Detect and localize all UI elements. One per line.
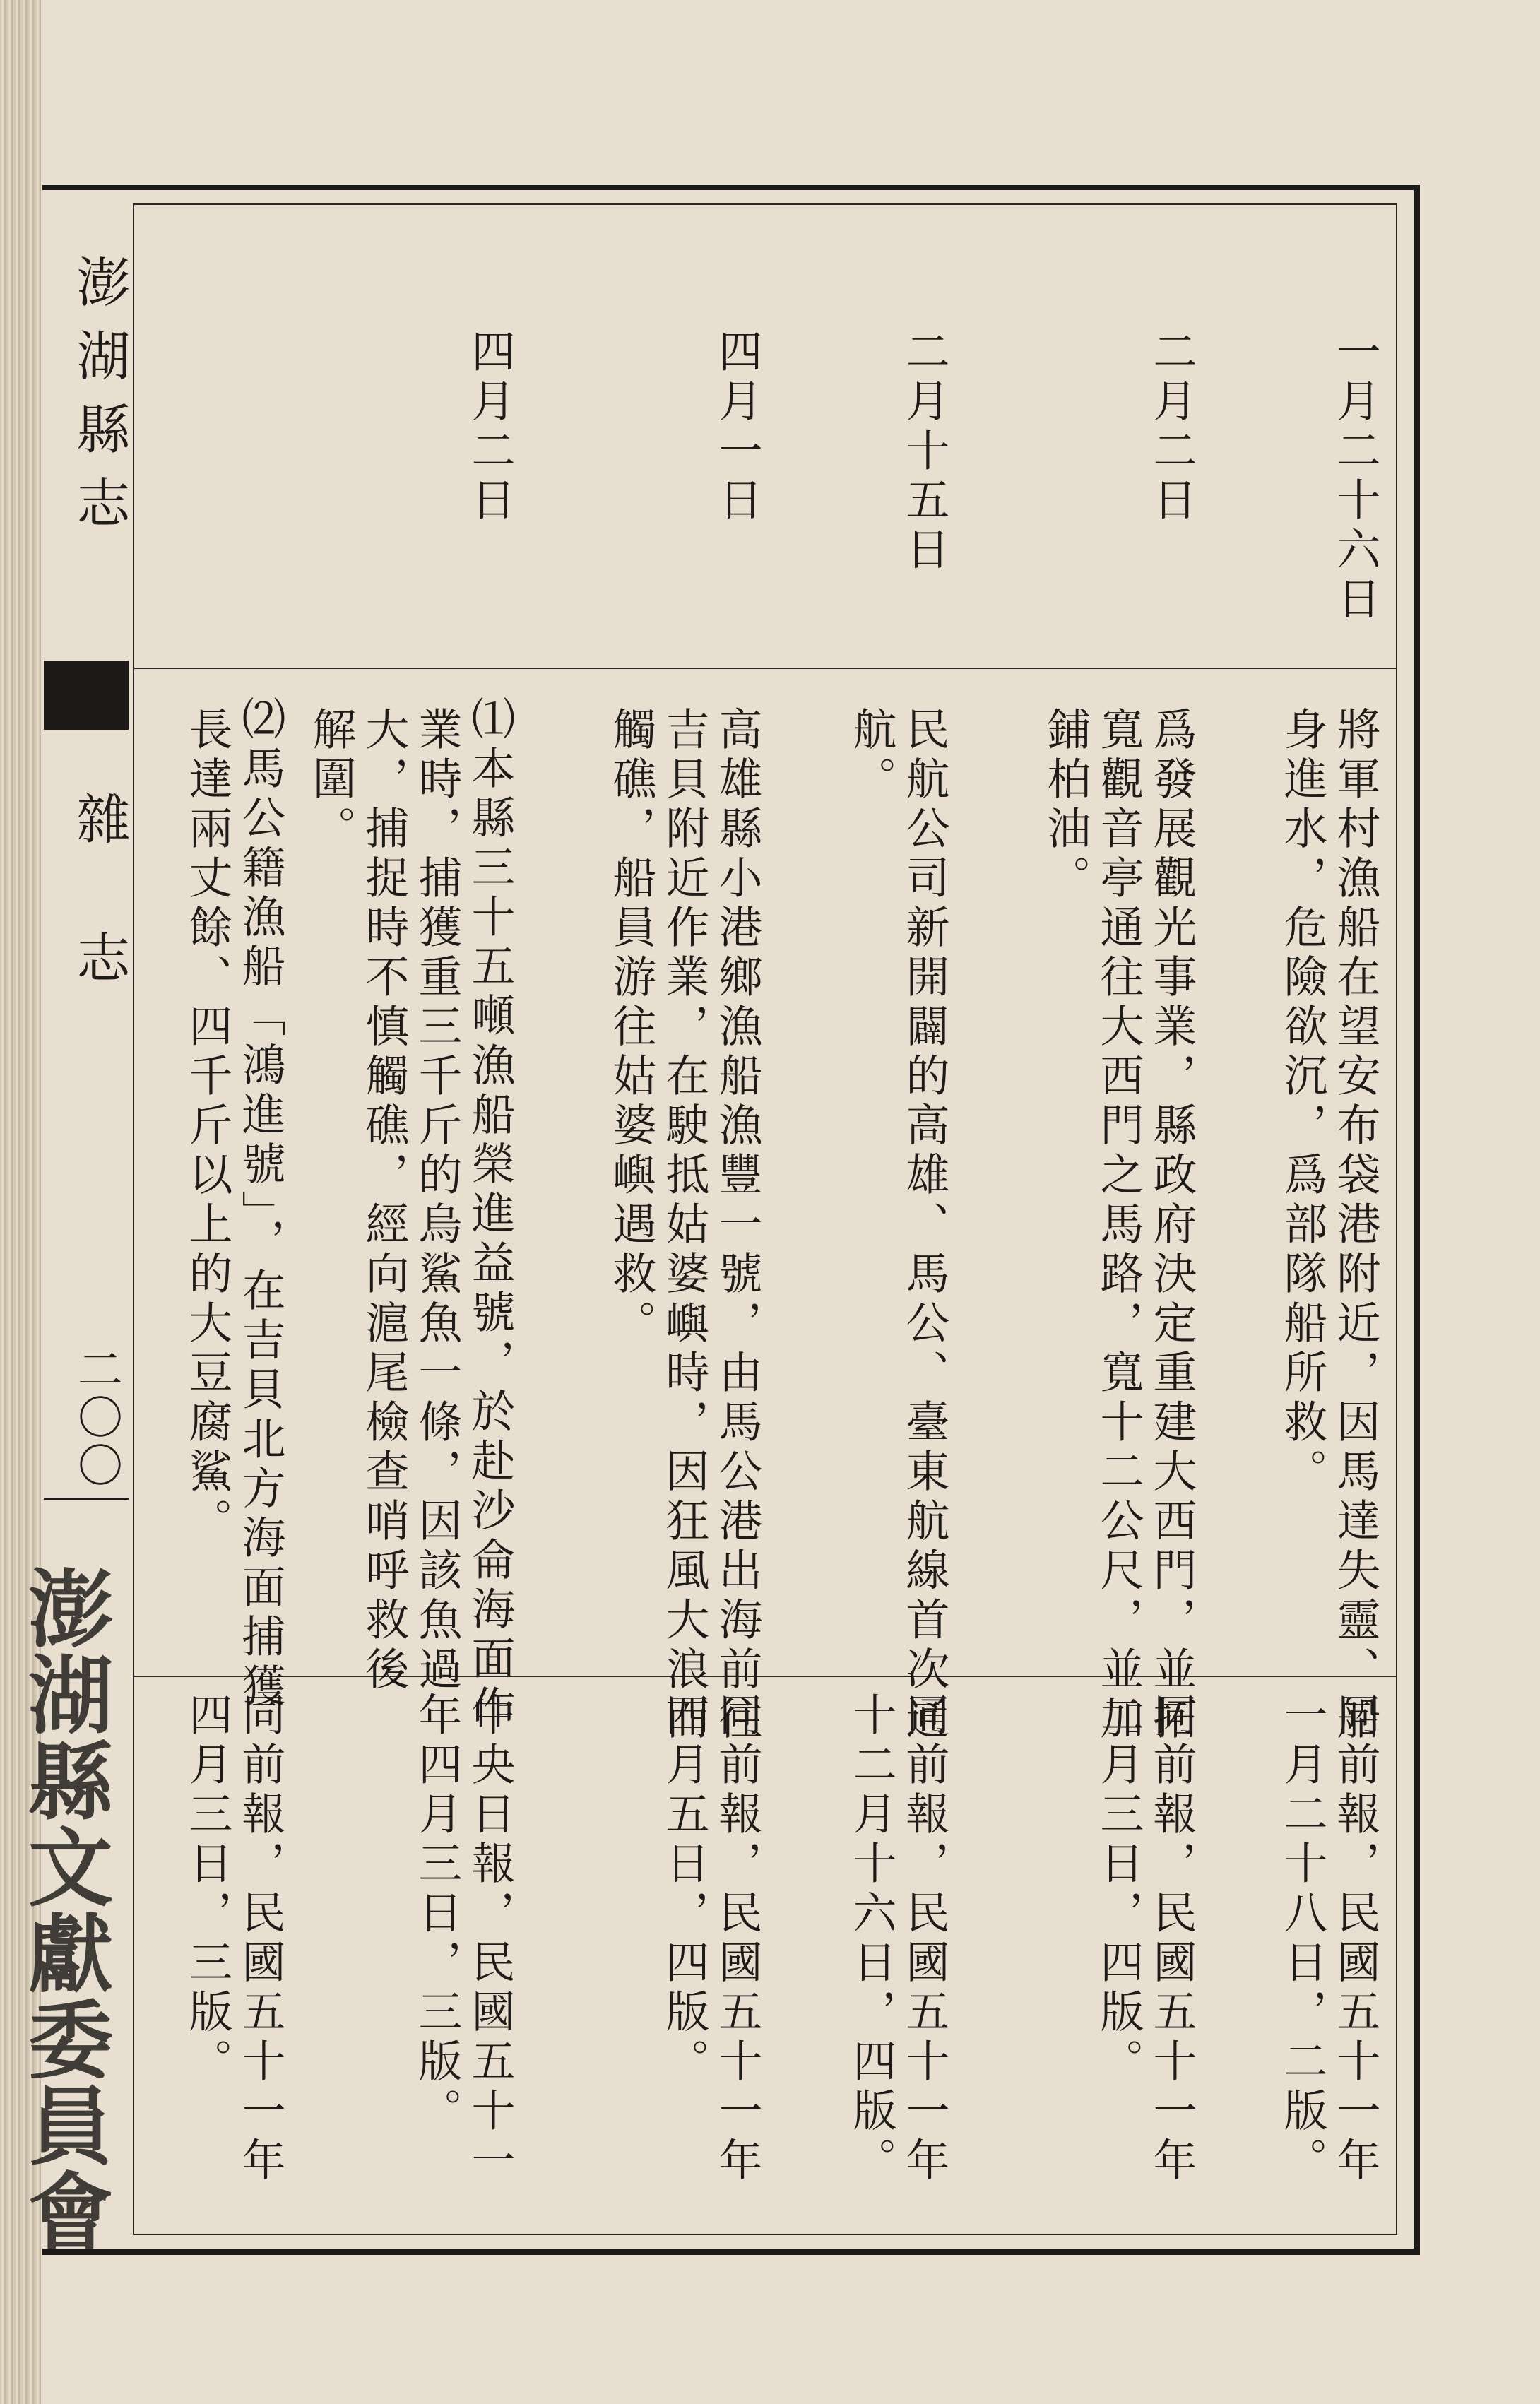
entry-source-line: 同前報，民國五十一年	[711, 1692, 763, 2186]
entry-date: 四月二日	[464, 328, 516, 526]
entry-source-line: 同前報，民國五十一年	[235, 1692, 286, 2186]
entry-event-line: 業時，捕獲重三千斤的烏鯊魚一條，因該魚過	[411, 706, 463, 1695]
entry-event-line: ⑵馬公籍漁船「鴻進號」，在吉貝北方海面捕獲	[235, 696, 286, 1712]
margin-black-block	[44, 661, 129, 730]
entry-event-line: 吉貝附近作業，在駛抵姑婆嶼時，因狂風大浪而	[658, 706, 710, 1745]
entry-event-line: 鋪柏油。	[1040, 706, 1091, 904]
date-row-divider	[134, 668, 1396, 669]
entry-event-line: 寬觀音亭通往大西門之馬路，寬十二公尺，並加	[1093, 706, 1144, 1745]
entry-source-line: 同前報，民國五十一年	[1146, 1692, 1197, 2186]
entry-source-line: 年四月三日，三版。	[411, 1692, 463, 2137]
page-number: 二〇〇	[70, 1346, 122, 1490]
content-frame	[133, 203, 1397, 2235]
entry-event-line: 大，捕捉時不慎觸礁，經向滬尾檢查哨呼救後	[358, 706, 410, 1695]
entry-source-line: 二月三日，四版。	[1093, 1692, 1144, 2088]
entry-source-line: 一月二十八日，二版。	[1277, 1692, 1328, 2186]
archive-stamp: 澎湖縣文獻委員會	[14, 1565, 114, 2254]
entry-source-line: 十二月十六日，四版。	[846, 1692, 897, 2186]
entry-event-line: 身進水，危險欲沉，爲部隊船所救。	[1277, 706, 1328, 1498]
entry-date: 二月二日	[1146, 328, 1197, 526]
entry-source-line: 四月三日，三版。	[182, 1692, 233, 2088]
entry-source-line: 四月五日，四版。	[658, 1692, 710, 2088]
entry-event-line: 民航公司新開闢的高雄、馬公、臺東航線首次通	[899, 706, 950, 1745]
entry-event-line: 高雄縣小港鄉漁船漁豐一號，由馬公港出海前往	[711, 706, 763, 1745]
entry-event-line: 航。	[846, 706, 897, 805]
entry-event-line: 爲發展觀光事業，縣政府決定重建大西門，並拓	[1146, 706, 1197, 1745]
entry-event-line: 將軍村漁船在望安布袋港附近，因馬達失靈、船	[1329, 706, 1381, 1745]
entry-date: 一月二十六日	[1329, 328, 1381, 625]
entry-date: 四月一日	[711, 328, 763, 526]
source-row-divider	[134, 1676, 1396, 1677]
entry-event-line: ⑴本縣三十五噸漁船榮進益號，於赴沙侖海面作	[464, 696, 516, 1734]
entry-source-line: 同前報，民國五十一年	[899, 1692, 950, 2186]
entry-event-line: 觸礁，船員游往姑婆嶼遇救。	[605, 706, 657, 1349]
entry-source-line: 同前報，民國五十一年	[1329, 1692, 1381, 2186]
entry-event-line: 長達兩丈餘、四千斤以上的大豆腐鯊。	[182, 706, 233, 1547]
section-title: 雜志	[68, 791, 131, 1068]
book-title: 澎湖縣志	[68, 254, 131, 548]
margin-page-rule	[44, 1498, 129, 1500]
entry-date: 二月十五日	[899, 328, 950, 576]
entry-event-line: 解圍。	[305, 706, 357, 855]
entry-source-line: 中央日報，民國五十一	[464, 1692, 516, 2186]
